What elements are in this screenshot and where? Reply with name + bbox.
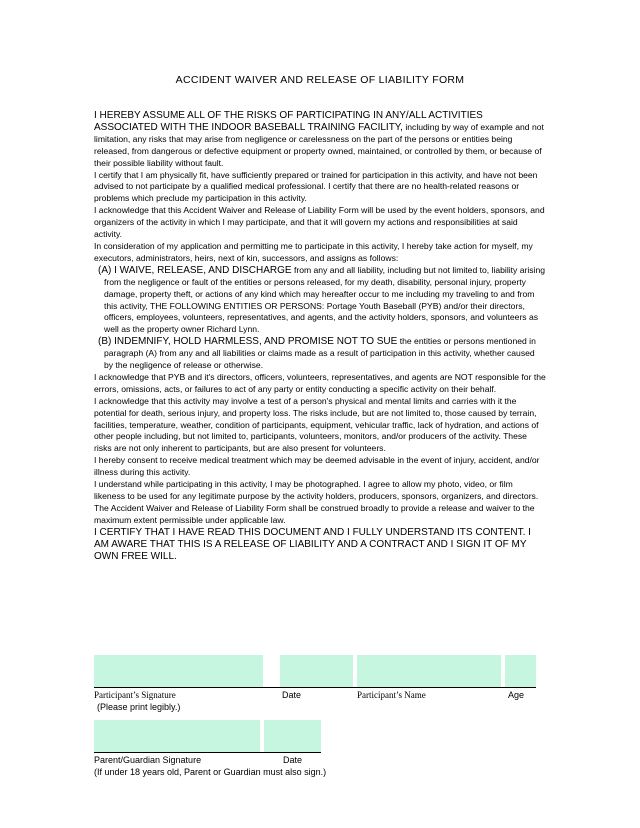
risk-paragraph: I acknowledge that this activity may involve a test of a person's physical and mental limits and carries with it the potential for death, serious injury, and property loss. The risks include, but are not limited to, those caused by terrain, facilities, temperature, weather, condition of participants, equipment, vehicular traffic, lack of hydration, and actions of other people including, but not limited to, participants, volunteers, monitors, and/or producers of the activity. These risks are not only inherent to participants, but are also present for volunteers. (94, 395, 539, 454)
intro-caps: I HEREBY ASSUME ALL OF THE RISKS OF PARTICIPATING IN ANY/ALL ACTIVITIES ASSOCIATED WITH THE INDOOR BASEBALL TRAINING FACILITY, (94, 110, 483, 133)
date-label: Date (282, 690, 302, 700)
pyb-paragraph: I acknowledge that PYB and it's directors, officers, volunteers, representatives, and agents are NOT responsible for the errors, omissions, acts, or failures to act of any party or entity conducting a specific activity on their behalf. (94, 371, 546, 394)
certify-statement: I CERTIFY THAT I HAVE READ THIS DOCUMENT AND I FULLY UNDERSTAND ITS CONTENT. I AM AWARE THAT THIS IS A RELEASE OF LIABILITY AND A CONTRACT AND I SIGN IT OF MY OWN FREE WILL. (94, 526, 531, 562)
participant-date-field[interactable] (280, 655, 353, 687)
intro-paragraph (94, 110, 546, 170)
intro-rest: including by way of example and not limitation, any risks that may arise from negligence or carelessness on the part of the persons or entities being released, from dangerous or defective equipment or property owned, maintained, or controlled by them, or because of their possible liability without fault. (94, 121, 544, 168)
participant-signature-label: Participant’s Signature (94, 690, 176, 700)
print-legibly-note: (Please print legibly.) (97, 702, 181, 712)
signature-line (94, 687, 536, 688)
waiver-body (94, 110, 546, 563)
clause-b (94, 336, 546, 372)
clause-b-text: the entities or persons mentioned in paragraph (A) from any and all liabilities or claims made as a result of participation in this activity, whether caused by the negligence of release or otherwise. (104, 336, 536, 371)
guardian-signature-field[interactable] (94, 720, 260, 752)
form-title: ACCIDENT WAIVER AND RELEASE OF LIABILITY FORM (175, 74, 465, 86)
guardian-signature-label: Parent/Guardian Signature (94, 755, 202, 765)
acknowledge-form-paragraph: I acknowledge that this Accident Waiver and Release of Liability Form will be used by the event holders, sponsors, and organizers of the activity in which I may participate, and that it will govern my actions and responsibilities at said activity. (94, 205, 545, 240)
clause-a-text: from any and all liability, including but not limited to, liability arising from the negligence or fault of the entities or persons released, for my death, disability, personal injury, property damage, property theft, or actions of any kind which may hereafter occur to me including my traveling to and from this activity, (104, 264, 546, 311)
guardian-date-label: Date (283, 755, 303, 765)
participant-age-field[interactable] (505, 655, 536, 687)
guardian-note: (If under 18 years old, Parent or Guardian must also sign.) (94, 767, 327, 777)
medical-paragraph: I hereby consent to receive medical treatment which may be deemed advisable in the event of injury, accident, and/or illness during this activity. (94, 455, 540, 478)
participant-name-field[interactable] (357, 655, 501, 687)
consideration-paragraph: In consideration of my application and permitting me to participate in this activity, I hereby take action for myself, my executors, administrators, heirs, next of kin, successors, and assigns as follows: (94, 240, 533, 263)
fitness-paragraph: I certify that I am physically fit, have sufficiently prepared or trained for participation in this activity, and have not been advised to not participate by a qualified medical professional. I certify that there are no health-related reasons or problems which preclude my participation in this activity. (94, 169, 538, 204)
clause-b-caps: (B) INDEMNIFY, HOLD HARMLESS, AND PROMISE NOT TO SUE (98, 336, 398, 348)
clause-a-text2: Portage Youth Baseball (PYB) and/or their directors, officers, employees, volunteers, representatives, and agents, and the activity holders, sponsors, and volunteers as well as the property owner Richard Lynn. (104, 300, 539, 335)
clause-a-caps: (A) I WAIVE, RELEASE, AND DISCHARGE (98, 264, 292, 276)
clause-a (94, 265, 546, 336)
age-label: Age (508, 690, 525, 700)
participant-signature-field[interactable] (94, 655, 263, 687)
construed-paragraph: The Accident Waiver and Release of Liability Form shall be construed broadly to provide a release and waiver to the maximum extent permissible under applicable law. (94, 502, 535, 525)
participant-name-label: Participant’s Name (357, 690, 426, 700)
guardian-signature-line (94, 752, 321, 753)
clause-a-caps2: THE FOLLOWING ENTITIES OR PERSONS: (150, 300, 325, 311)
photo-paragraph: I understand while participating in this activity, I may be photographed. I agree to allow my photo, video, or film likeness to be used for any legitimate purpose by the activity holders, producers, sponsors, organizers, and directors. (94, 479, 539, 501)
guardian-date-field[interactable] (264, 720, 321, 752)
